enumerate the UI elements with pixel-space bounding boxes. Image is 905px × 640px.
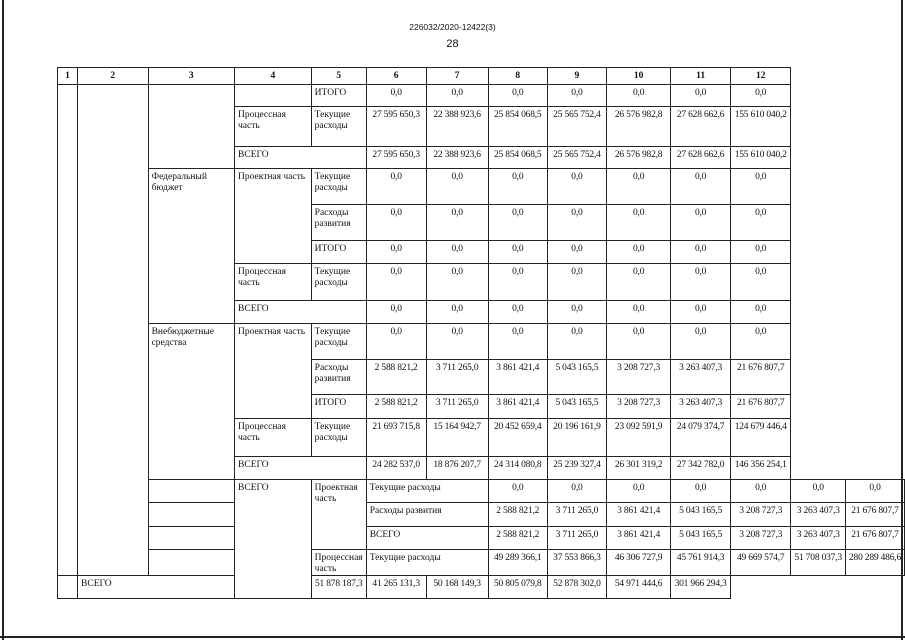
col-header: 5 — [311, 68, 366, 85]
value-cell: 20 196 161,9 — [547, 419, 606, 457]
value-cell: 3 861 421,4 — [607, 503, 671, 527]
value-cell: 0,0 — [547, 85, 606, 107]
row-label: Процессная часть — [311, 550, 366, 576]
value-cell: 0,0 — [671, 264, 731, 301]
value-cell: 25 854 068,5 — [488, 147, 547, 169]
value-cell: 3 861 421,4 — [488, 360, 547, 395]
row-label: Федеральный бюджет — [148, 169, 234, 324]
value-cell: 0,0 — [845, 480, 904, 503]
value-cell: 3 208 727,3 — [607, 360, 671, 395]
value-cell: 0,0 — [488, 480, 547, 503]
value-cell: 301 966 294,3 — [671, 576, 731, 599]
value-cell: 21 693 715,8 — [366, 419, 426, 457]
value-cell: 0,0 — [730, 324, 791, 360]
value-cell: 5 043 165,5 — [671, 527, 731, 550]
col-header: 6 — [366, 68, 426, 85]
value-cell: 3 208 727,3 — [607, 395, 671, 419]
value-cell: 3 711 265,0 — [547, 527, 606, 550]
value-cell: 20 452 659,4 — [488, 419, 547, 457]
cell-col1 — [148, 503, 234, 527]
row-label: ВСЕГО — [78, 576, 312, 599]
value-cell: 3 263 407,3 — [791, 503, 845, 527]
value-cell: 5 043 165,5 — [671, 503, 731, 527]
row-label: Текущие расходы — [311, 419, 366, 457]
value-cell: 49 289 366,1 — [488, 550, 547, 576]
row-label: ИТОГО — [311, 241, 366, 264]
row-label: Расходы развития — [311, 360, 366, 395]
value-cell: 0,0 — [730, 241, 791, 264]
row-label: Расходы развития — [366, 503, 488, 527]
value-cell: 2 588 821,2 — [488, 503, 547, 527]
cell-col1 — [58, 85, 78, 576]
value-cell: 0,0 — [671, 301, 731, 324]
cell-col1 — [148, 480, 234, 503]
value-cell: 0,0 — [426, 205, 488, 241]
cell-col4 — [235, 85, 312, 107]
value-cell: 50 805 079,8 — [488, 576, 547, 599]
value-cell: 0,0 — [366, 264, 426, 301]
value-cell: 22 388 923,6 — [426, 107, 488, 147]
value-cell: 26 576 982,8 — [607, 147, 671, 169]
value-cell: 3 861 421,4 — [488, 395, 547, 419]
value-cell: 0,0 — [730, 85, 791, 107]
col-header: 10 — [607, 68, 671, 85]
col-header: 9 — [547, 68, 606, 85]
value-cell: 27 595 650,3 — [366, 107, 426, 147]
value-cell: 0,0 — [730, 169, 791, 205]
value-cell: 0,0 — [366, 301, 426, 324]
value-cell: 0,0 — [488, 169, 547, 205]
value-cell: 18 876 207,7 — [426, 457, 488, 480]
value-cell: 0,0 — [791, 480, 845, 503]
value-cell: 3 208 727,3 — [730, 527, 791, 550]
row-label: Проектная часть — [311, 480, 366, 550]
value-cell: 27 628 662,6 — [671, 107, 731, 147]
value-cell: 24 314 080,8 — [488, 457, 547, 480]
value-cell: 0,0 — [426, 85, 488, 107]
value-cell: 3 861 421,4 — [607, 527, 671, 550]
value-cell: 0,0 — [547, 480, 606, 503]
value-cell: 23 092 591,9 — [607, 419, 671, 457]
value-cell: 0,0 — [547, 324, 606, 360]
value-cell: 25 565 752,4 — [547, 107, 606, 147]
value-cell: 27 342 782,0 — [671, 457, 731, 480]
value-cell: 52 878 302,0 — [547, 576, 606, 599]
value-cell: 54 971 444,6 — [607, 576, 671, 599]
table-row — [58, 85, 905, 107]
value-cell: 0,0 — [547, 169, 606, 205]
col-header: 8 — [488, 68, 547, 85]
row-label: ИТОГО — [311, 85, 366, 107]
value-cell: 124 679 446,4 — [730, 419, 791, 457]
row-label: Проектная часть — [235, 324, 312, 419]
value-cell: 0,0 — [366, 241, 426, 264]
document-code: 226032/2020-12422(3) — [409, 22, 496, 32]
cell-col1 — [148, 550, 234, 576]
row-label: Текущие расходы — [311, 324, 366, 360]
cell-col1 — [148, 527, 234, 550]
value-cell: 0,0 — [488, 205, 547, 241]
header-row — [58, 68, 905, 85]
value-cell: 155 610 040,2 — [730, 107, 791, 147]
col-header: 2 — [78, 68, 149, 85]
col-header: 3 — [148, 68, 234, 85]
value-cell: 49 669 574,7 — [730, 550, 791, 576]
col-header: 11 — [671, 68, 731, 85]
scan-edge-left — [2, 0, 4, 640]
value-cell: 3 208 727,3 — [730, 503, 791, 527]
value-cell: 2 588 821,2 — [366, 395, 426, 419]
value-cell: 0,0 — [730, 480, 791, 503]
value-cell: 0,0 — [488, 324, 547, 360]
value-cell: 21 676 807,7 — [845, 503, 904, 527]
value-cell: 3 263 407,3 — [671, 395, 731, 419]
value-cell: 0,0 — [671, 241, 731, 264]
row-label: Процессная часть — [235, 419, 312, 457]
cell-col1 — [58, 576, 78, 599]
value-cell: 0,0 — [366, 85, 426, 107]
value-cell: 280 289 486,6 — [845, 550, 904, 576]
row-label: Процессная часть — [235, 264, 312, 301]
value-cell: 0,0 — [607, 301, 671, 324]
row-label: ВСЕГО — [366, 527, 488, 550]
row-label: ВСЕГО — [235, 457, 367, 480]
value-cell: 0,0 — [730, 205, 791, 241]
value-cell: 46 306 727,9 — [607, 550, 671, 576]
value-cell: 24 079 374,7 — [671, 419, 731, 457]
row-label: Текущие расходы — [311, 264, 366, 301]
col-header: 12 — [730, 68, 791, 85]
col-header: 7 — [426, 68, 488, 85]
row-label: Текущие расходы — [311, 169, 366, 205]
value-cell: 0,0 — [547, 205, 606, 241]
value-cell: 0,0 — [607, 480, 671, 503]
value-cell: 0,0 — [607, 205, 671, 241]
row-label: ВСЕГО — [235, 147, 367, 169]
row-label: Текущие расходы — [366, 550, 488, 576]
row-label: Текущие расходы — [311, 107, 366, 147]
value-cell: 0,0 — [366, 169, 426, 205]
value-cell: 0,0 — [671, 480, 731, 503]
row-label: Расходы развития — [311, 205, 366, 241]
value-cell: 51 708 037,3 — [791, 550, 845, 576]
row-label: Текущие расходы — [366, 480, 488, 503]
value-cell: 0,0 — [671, 169, 731, 205]
value-cell: 0,0 — [607, 85, 671, 107]
value-cell: 3 711 265,0 — [547, 503, 606, 527]
value-cell: 45 761 914,3 — [671, 550, 731, 576]
value-cell: 0,0 — [607, 169, 671, 205]
value-cell: 5 043 165,5 — [547, 395, 606, 419]
row-label: ВСЕГО — [235, 480, 312, 599]
value-cell: 25 854 068,5 — [488, 107, 547, 147]
cell-col3 — [148, 85, 234, 169]
value-cell: 21 676 807,7 — [730, 360, 791, 395]
row-label: Проектная часть — [235, 169, 312, 264]
value-cell: 0,0 — [488, 264, 547, 301]
scan-edge-bottom — [0, 636, 905, 638]
value-cell: 146 356 254,1 — [730, 457, 791, 480]
cell-col2 — [78, 85, 149, 576]
table-row — [58, 480, 905, 503]
value-cell: 27 595 650,3 — [366, 147, 426, 169]
value-cell: 22 388 923,6 — [426, 147, 488, 169]
value-cell: 26 301 319,2 — [607, 457, 671, 480]
value-cell: 0,0 — [426, 169, 488, 205]
value-cell: 0,0 — [366, 205, 426, 241]
value-cell: 37 553 866,3 — [547, 550, 606, 576]
value-cell: 0,0 — [671, 85, 731, 107]
value-cell: 3 711 265,0 — [426, 395, 488, 419]
row-label: Процессная часть — [235, 107, 312, 147]
value-cell: 0,0 — [607, 264, 671, 301]
value-cell: 0,0 — [607, 324, 671, 360]
value-cell: 2 588 821,2 — [366, 360, 426, 395]
value-cell: 0,0 — [488, 85, 547, 107]
value-cell: 0,0 — [426, 324, 488, 360]
row-label: Внебюджетные средства — [148, 324, 234, 480]
value-cell: 0,0 — [488, 301, 547, 324]
value-cell: 24 282 537,0 — [366, 457, 426, 480]
value-cell: 0,0 — [730, 301, 791, 324]
value-cell: 27 628 662,6 — [671, 147, 731, 169]
row-label: ИТОГО — [311, 395, 366, 419]
value-cell: 25 239 327,4 — [547, 457, 606, 480]
table-row — [58, 324, 905, 360]
value-cell: 155 610 040,2 — [730, 147, 791, 169]
value-cell: 0,0 — [671, 205, 731, 241]
value-cell: 3 711 265,0 — [426, 360, 488, 395]
row-label: ВСЕГО — [235, 301, 367, 324]
value-cell: 15 164 942,7 — [426, 419, 488, 457]
value-cell: 0,0 — [426, 241, 488, 264]
value-cell: 0,0 — [547, 264, 606, 301]
value-cell: 0,0 — [607, 241, 671, 264]
value-cell: 3 263 407,3 — [791, 527, 845, 550]
value-cell: 26 576 982,8 — [607, 107, 671, 147]
value-cell: 5 043 165,5 — [547, 360, 606, 395]
value-cell: 0,0 — [426, 301, 488, 324]
value-cell: 0,0 — [671, 324, 731, 360]
value-cell: 51 878 187,3 — [311, 576, 366, 599]
value-cell: 21 676 807,7 — [730, 395, 791, 419]
page-number: 28 — [446, 38, 459, 50]
value-cell: 25 565 752,4 — [547, 147, 606, 169]
value-cell: 0,0 — [366, 324, 426, 360]
value-cell: 0,0 — [547, 241, 606, 264]
table-row — [58, 527, 905, 550]
value-cell: 0,0 — [730, 264, 791, 301]
col-header: 1 — [58, 68, 78, 85]
table-row — [58, 169, 905, 205]
value-cell: 0,0 — [488, 241, 547, 264]
table-row — [58, 503, 905, 527]
value-cell: 3 263 407,3 — [671, 360, 731, 395]
value-cell: 50 168 149,3 — [426, 576, 488, 599]
value-cell: 0,0 — [547, 301, 606, 324]
table-row — [58, 576, 905, 599]
value-cell: 0,0 — [426, 264, 488, 301]
value-cell: 41 265 131,3 — [366, 576, 426, 599]
value-cell: 21 676 807,7 — [845, 527, 904, 550]
budget-table — [57, 67, 905, 599]
table-row — [58, 550, 905, 576]
value-cell: 2 588 821,2 — [488, 527, 547, 550]
col-header: 4 — [235, 68, 312, 85]
